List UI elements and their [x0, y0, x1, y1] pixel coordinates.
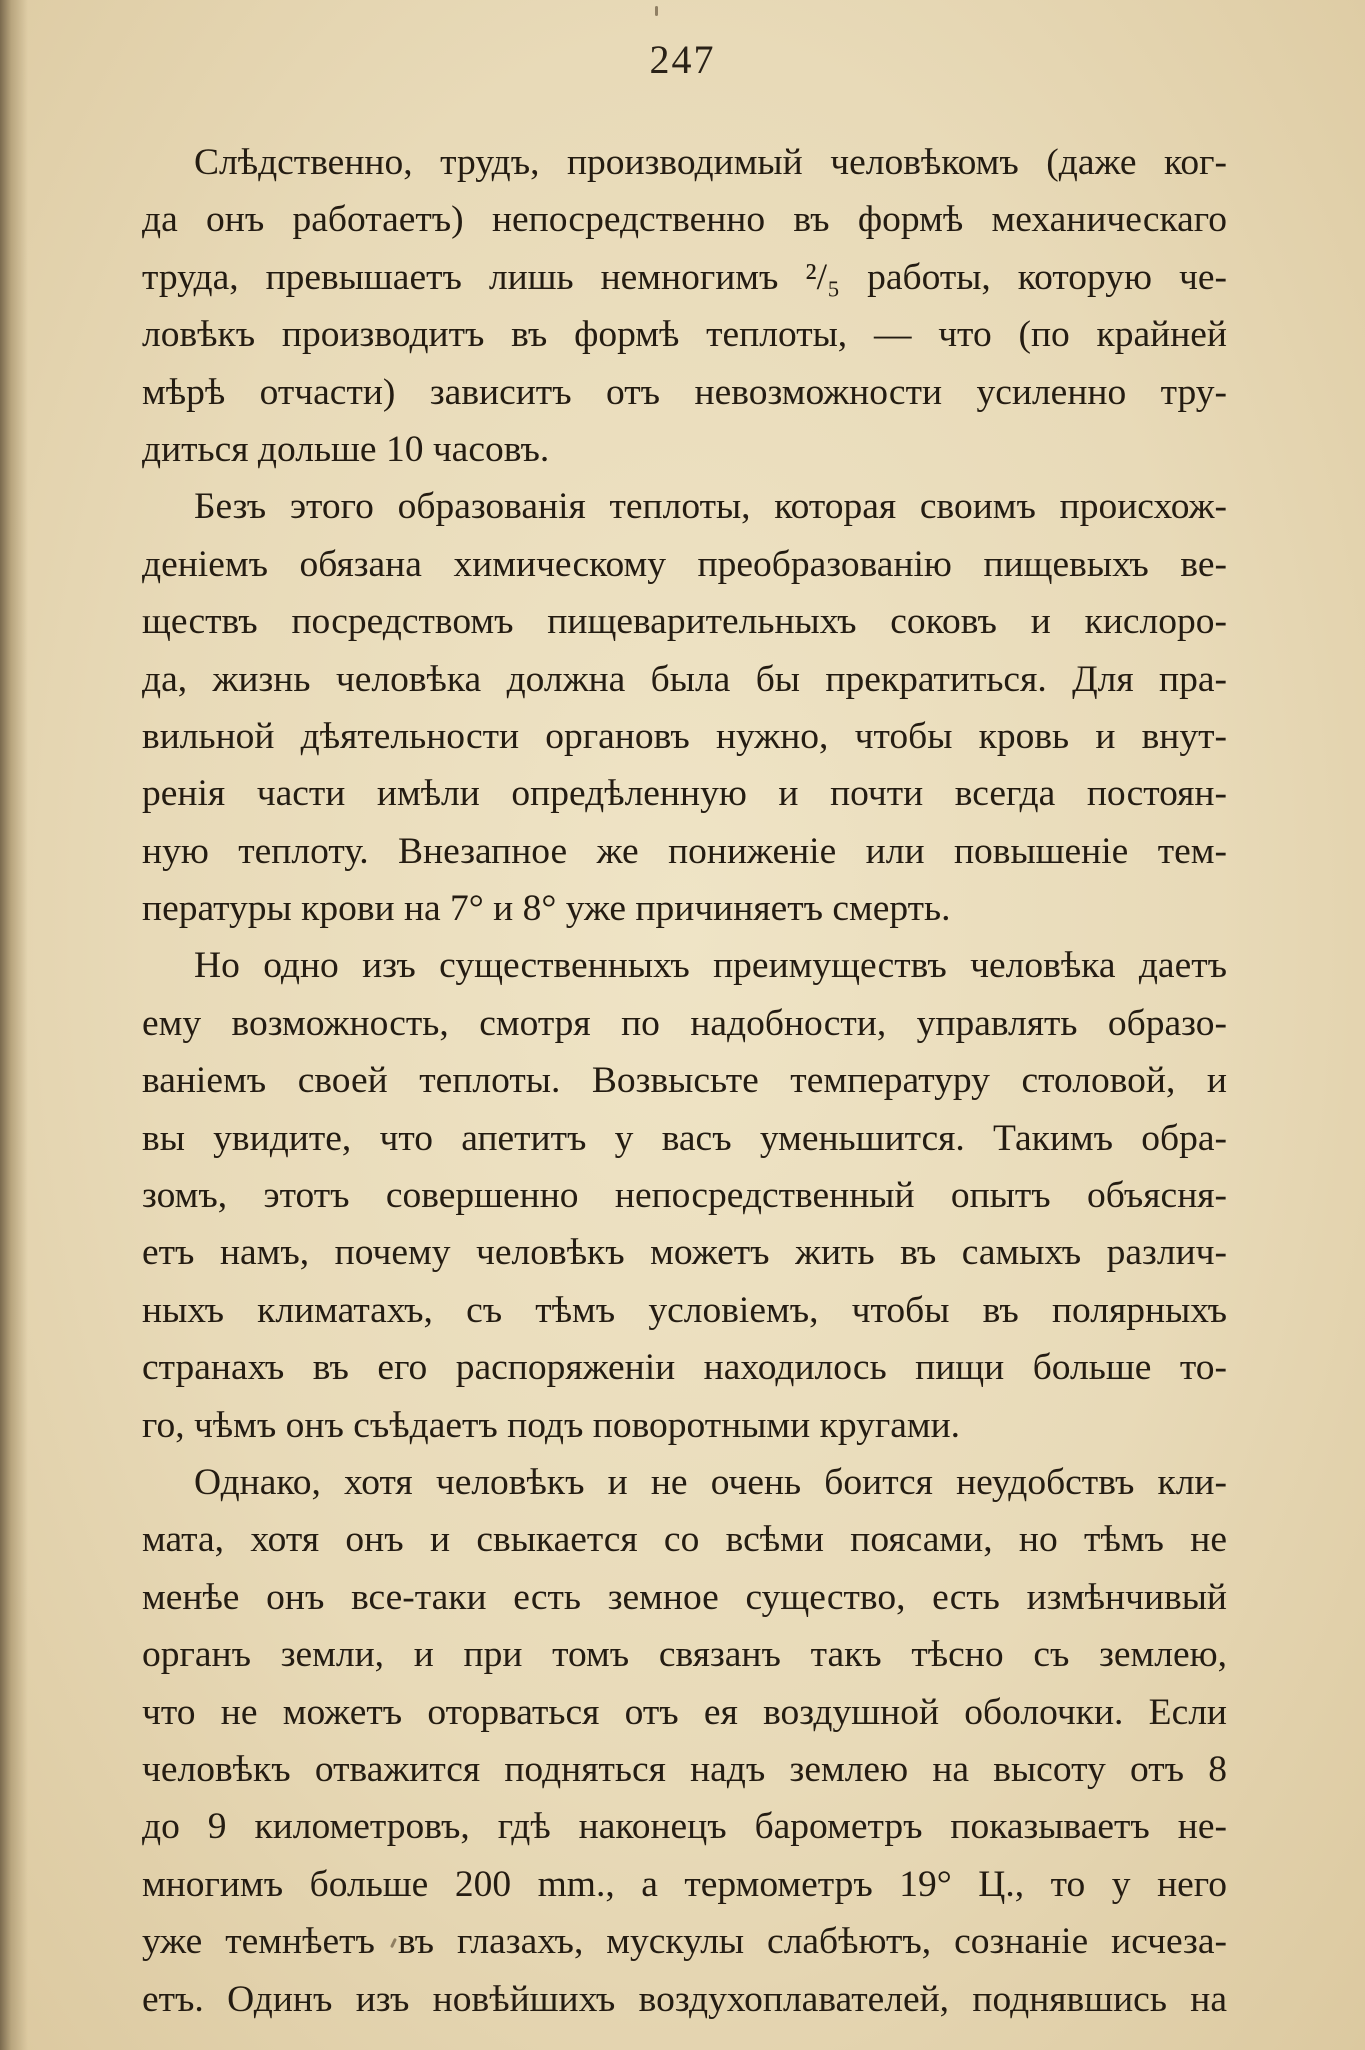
text-line: ему возможность, смотря по надобности, управлять образо-: [142, 1002, 1227, 1044]
text-line: етъ намъ, почему человѣкъ можетъ жить въ самыхъ различ-: [142, 1232, 1227, 1274]
text-line: го, чѣмъ онъ съѣдаетъ подъ поворотными кругами.: [142, 1404, 961, 1446]
paragraph: [142, 1454, 1227, 2028]
text-line: многимъ больше 200 mm., а термометръ 19° Ц., то у него: [142, 1863, 1227, 1905]
text-line: что не можетъ оторваться отъ ея воздушной оболочки. Если: [142, 1691, 1227, 1733]
text-line: да, жизнь человѣка должна была бы прекратиться. Для пра-: [142, 658, 1227, 700]
print-speck: [655, 6, 658, 16]
page-number: 247: [649, 37, 716, 82]
text-line: Однако, хотя человѣкъ и не очень боится неудобствъ кли-: [194, 1461, 1227, 1503]
text-line: Но одно изъ существенныхъ преимуществъ человѣка даетъ: [194, 945, 1227, 987]
text-line: труда, превышаетъ лишь немногимъ ²/₅ работы, которую че-: [142, 256, 1227, 298]
text-line: ловѣкъ производитъ въ формѣ теплоты, — что (по крайней: [142, 314, 1227, 356]
text-line: мѣрѣ отчасти) зависитъ отъ невозможности усиленно тру-: [142, 371, 1227, 413]
paragraph: [142, 937, 1227, 1454]
text-line: менѣе онъ все-таки есть земное существо, есть измѣнчивый: [142, 1576, 1227, 1618]
text-line: вы увидите, что апетитъ у васъ уменьшится. Такимъ обра-: [142, 1117, 1227, 1159]
paragraph: [142, 478, 1227, 937]
text-line: органъ земли, и при томъ связанъ такъ тѣсно съ землею,: [142, 1634, 1227, 1676]
text-line: етъ. Одинъ изъ новѣйшихъ воздухоплавателей, поднявшись на: [142, 1978, 1227, 2020]
text-line: Безъ этого образованія теплоты, которая своимъ происхож-: [194, 486, 1227, 528]
text-line: деніемъ обязана химическому преобразованію пищевыхъ ве-: [142, 543, 1227, 585]
text-line: диться дольше 10 часовъ.: [142, 428, 550, 470]
text-line: ныхъ климатахъ, съ тѣмъ условіемъ, чтобы въ полярныхъ: [142, 1289, 1227, 1331]
binding-shadow: [0, 0, 28, 2050]
text-line: мата, хотя онъ и свыкается со всѣми поясами, но тѣмъ не: [142, 1519, 1227, 1561]
text-line: зомъ, этотъ совершенно непосредственный опытъ объясня-: [142, 1175, 1227, 1217]
text-line: вильной дѣятельности органовъ нужно, чтобы кровь и внут-: [142, 715, 1227, 757]
text-line: уже темнѣетъ въ глазахъ, мускулы слабѣютъ, сознаніе исчеза-: [142, 1921, 1227, 1963]
text-line: ренія части имѣли опредѣленную и почти всегда постоян-: [142, 773, 1227, 815]
text-line: пературы крови на 7° и 8° уже причиняетъ смерть.: [142, 888, 951, 930]
text-line: Слѣдственно, трудъ, производимый человѣкомъ (даже ког-: [194, 142, 1227, 183]
paragraph: [142, 134, 1227, 478]
body-text: [142, 134, 1227, 2028]
text-line: ваніемъ своей теплоты. Возвысьте температуру столовой, и: [142, 1060, 1227, 1102]
text-line: да онъ работаетъ) непосредственно въ формѣ механическаго: [142, 199, 1227, 241]
text-line: странахъ въ его распоряженіи находилось пищи больше то-: [142, 1347, 1227, 1389]
text-line: до 9 километровъ, гдѣ наконецъ барометръ показываетъ не-: [142, 1806, 1227, 1848]
text-line: человѣкъ отважится подняться надъ землею на высоту отъ 8: [142, 1748, 1227, 1790]
text-line: ную теплоту. Внезапное же пониженіе или повышеніе тем-: [142, 830, 1227, 872]
text-line: ществъ посредствомъ пищеварительныхъ соковъ и кислоро-: [142, 601, 1227, 643]
